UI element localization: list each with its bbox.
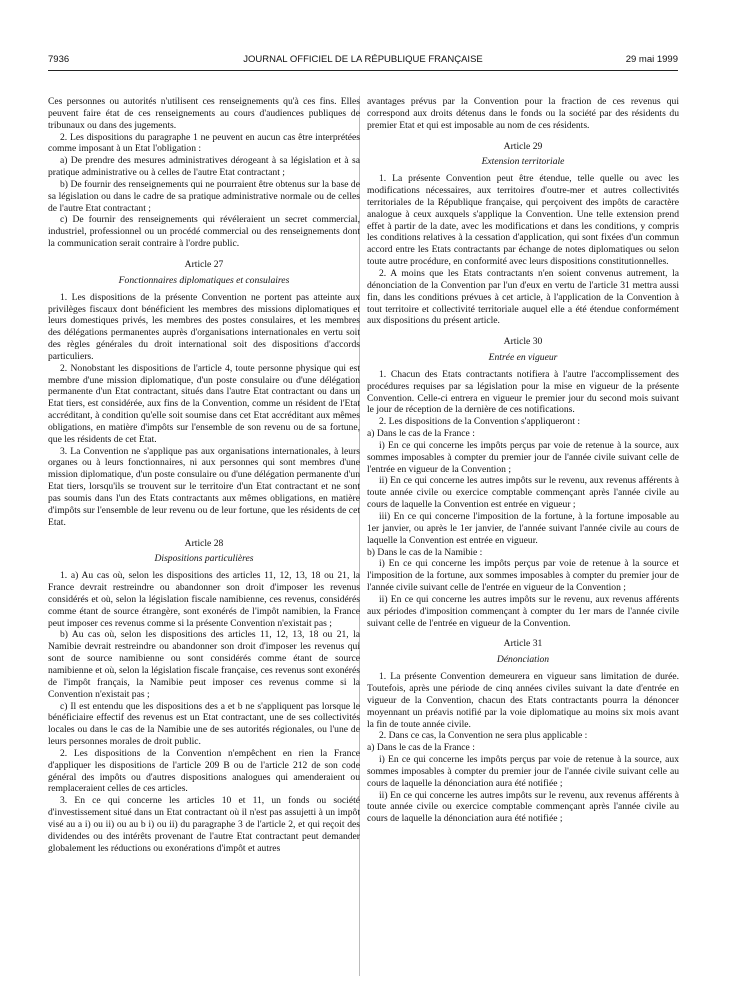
list-item: i) En ce qui concerne les impôts perçus par voie de retenue à la source, aux sommes imposables à compter du premier jour de l'année civile suivant celle au cours de laquelle la dénonciation aura été notifiée ; [367, 754, 679, 789]
paragraph: c) De fournir des renseignements qui révéleraient un secret commercial, industriel, professionnel ou un procédé commercial ou des renseignements dont la communication serait contraire à l'ordre public. [48, 214, 360, 250]
paragraph: 2. A moins que les Etats contractants n'en soient convenus autrement, la dénonciation de la Convention par l'un d'eux en vertu de l'article 31 mettra aussi fin, dans les conditions prévues à cet article, à l'application de la Convention à tout territoire et collectivité territoriale auquel elle a été étendue conformément aux dispositions du présent article. [367, 267, 679, 327]
list-item: i) En ce qui concerne les impôts perçus par voie de retenue à la source et l'imposition de la fortune, aux sommes imposables à compter du premier jour de l'année civile suivant celle de l'entrée en vigueur de la Convention ; [367, 558, 679, 594]
paragraph: b) Au cas où, selon les dispositions des articles 11, 12, 13, 18 ou 21, la Namibie devrait restreindre ou abandonner son droit d'imposer les revenus qui sont de source namibienne ou sont considérés comme étant de source namibienne et où, selon la législation fiscale française, ces revenus sont exonérés de l'impôt français, la Namibie peut imposer ces revenus comme si la Convention n'existait pas ; [48, 629, 360, 700]
article-heading: Article 28 [184, 537, 224, 549]
paragraph: 3. En ce qui concerne les articles 10 et 11, un fonds ou société d'investissement situé dans un Etat contractant où il n'est pas assujetti à un impôt visé au a i) ou ii) ou au b i) ou ii) du paragraphe 3 de l'article 2, et qui reçoit des dividendes ou des intérêts provenant de l'autre Etat contractant peut demander globalement les réductions ou exonérations d'impôt et autres [48, 795, 360, 854]
header-rule [48, 70, 678, 71]
article-title: Dispositions particulières [154, 553, 254, 565]
paragraph: 1. a) Au cas où, selon les dispositions des articles 11, 12, 13, 18 ou 21, la France devrait restreindre ou abandonner son droit d'imposer les revenus considérés et où, selon la législation fiscale namibienne, ces revenus, considérés comme étant de source étrangère, sont exonérés de l'impôt namibien, la France peut imposer ces revenus comme si la présente Convention n'existait pas ; [48, 570, 360, 629]
list-item: a) Dans le cas de la France : [367, 428, 475, 440]
paragraph: 2. Les dispositions de la Convention s'appliqueront : [379, 416, 581, 428]
left-column [48, 96, 360, 854]
list-item: b) Dans le cas de la Namibie : [367, 546, 483, 558]
page-header [48, 54, 678, 70]
paragraph: 1. Les dispositions de la présente Convention ne portent pas atteinte aux privilèges fiscaux dont bénéficient les membres des missions diplomatiques et leurs domestiques privés, les membres des postes consulaires, et les membres des délégations permanentes auprès d'organisations internationales en vertu soit des règles générales du droit international soit des dispositions d'accords particuliers. [48, 291, 360, 362]
paragraph: avantages prévus par la Convention pour la fraction de ces revenus qui correspond aux droits détenus dans le fonds ou la société par des résidents du premier Etat et qui est imposable au nom de ces résidents. [367, 96, 679, 131]
paragraph: b) De fournir des renseignements qui ne pourraient être obtenus sur la base de sa législation ou dans le cadre de sa pratique administrative normale ou de celles de l'autre Etat contractant ; [48, 178, 360, 214]
paragraph: 2. Les dispositions de la Convention n'empêchent en rien la France d'appliquer les dispositions de l'article 209 B ou de l'article 212 de son code général des impôts ou d'autres dispositions analogues qui amenderaient ou remplaceraient celles de ces articles. [48, 747, 360, 795]
right-column [367, 96, 679, 825]
article-heading: Article 27 [184, 258, 224, 270]
paragraph: 2. Dans ce cas, la Convention ne sera plus applicable : [379, 730, 588, 742]
paragraph: 3. La Convention ne s'applique pas aux organisations internationales, à leurs organes ou à leurs fonctionnaires, ni aux personnes qui sont membres d'une mission diplomatique, d'un poste consulaire ou d'une délégation permanente d'un Etat tiers, lorsqu'ils se trouvent sur le territoire d'un Etat contractant et ne sont pas soumis dans l'un des Etats contractants aux mêmes obligations, en matière d'impôts sur l'ensemble de leur revenu ou de leur fortune, que les résidents de cet Etat. [48, 445, 360, 528]
list-item: iii) En ce qui concerne l'imposition de la fortune, à la fortune imposable au 1er janvier, ou après le 1er janvier, de l'année suivant l'année civile au cours de laquelle la Convention est entrée en vigueur. [367, 511, 679, 546]
list-item: ii) En ce qui concerne les autres impôts sur le revenu, aux revenus afférents à toute année civile ou exercice comptable commençant après l'année civile au cours de laquelle la Convention est entrée en vigueur ; [367, 475, 679, 511]
list-item: ii) En ce qui concerne les autres impôts sur le revenu, aux revenus afférents à toute année civile ou exercice comptable commençant après l'année civile au cours de laquelle la dénonciation aura été notifiée ; [367, 789, 679, 825]
journal-title: JOURNAL OFFICIEL DE LA RÉPUBLIQUE FRANÇAISE [243, 54, 483, 65]
article-title: Dénonciation [496, 654, 550, 666]
paragraph: a) De prendre des mesures administratives dérogeant à sa législation et à sa pratique administrative ou à celles de l'autre Etat contractant ; [48, 155, 360, 179]
paragraph: 1. La présente Convention peut être étendue, telle quelle ou avec les modifications nécessaires, aux territoires d'outre-mer et autres collectivités territoriales de la République française, qui perçoivent des impôts de caractère analogue à ceux auxquels s'applique la Convention. Une telle extension prend effet à partir de la date, avec les modifications et dans les conditions, y compris les conditions relatives à la cessation d'application, qui sont fixées d'un commun accord entre les Etats contractants par échange de notes diplomatiques ou selon toute autre procédure, en conformité avec leurs dispositions constitutionnelles. [367, 173, 679, 268]
article-heading: Article 29 [503, 140, 543, 152]
article-title: Extension territoriale [481, 156, 565, 168]
list-item: i) En ce qui concerne les impôts perçus par voie de retenue à la source, aux sommes imposables à compter du premier jour de l'année civile suivant celle de l'entrée en vigueur de la Convention ; [367, 439, 679, 475]
article-title: Fonctionnaires diplomatiques et consulaires [118, 274, 290, 286]
paragraph: 1. La présente Convention demeurera en vigueur sans limitation de durée. Toutefois, après une période de cinq années civiles suivant la date d'entrée en vigueur de la Convention, chacun des Etats contractants pourra la dénoncer moyennant un préavis notifié par la voie diplomatique au moins six mois avant la fin de toute année civile. [367, 671, 679, 730]
page-number: 7936 [48, 54, 70, 65]
article-heading: Article 30 [503, 336, 543, 348]
list-item: ii) En ce qui concerne les autres impôts sur le revenu, aux revenus afférents aux périodes d'imposition commençant à compter du 1er mars de l'année civile suivant celle de l'entrée en vigueur de la Convention. [367, 593, 679, 629]
paragraph: c) Il est entendu que les dispositions des a et b ne s'appliquent pas lorsque le bénéficiaire effectif des revenus est un Etat contractant, une de ses collectivités locales ou dans le cas de la Namibie une de ses autorités régionales, ou l'une de leurs personnes morales de droit public. [48, 700, 360, 748]
paragraph: Ces personnes ou autorités n'utilisent ces renseignements qu'à ces fins. Elles peuvent faire état de ces renseignements au cours d'audiences publiques de tribunaux ou dans des jugements. [48, 96, 360, 131]
paragraph: 2. Les dispositions du paragraphe 1 ne peuvent en aucun cas être interprétées comme imposant à un Etat l'obligation : [48, 131, 360, 155]
list-item: a) Dans le cas de la France : [367, 742, 475, 754]
paragraph: 2. Nonobstant les dispositions de l'article 4, toute personne physique qui est membre d'une mission diplomatique, d'un poste consulaire ou d'une délégation permanente d'un Etat contractant, situés dans l'autre Etat contractant ou dans un Etat tiers, est considérée, aux fins de la Convention, comme un résident de l'Etat accréditant, à condition qu'elle soit soumise dans cet Etat accréditant aux mêmes obligations, en matière d'impôts sur l'ensemble de son revenu ou de sa fortune, que les résidents de cet Etat. [48, 362, 360, 445]
article-title: Entrée en vigueur [488, 352, 558, 364]
article-heading: Article 31 [503, 638, 543, 650]
paragraph: 1. Chacun des Etats contractants notifiera à l'autre l'accomplissement des procédures requises par sa législation pour la mise en vigueur de la présente Convention. Celle-ci entrera en vigueur le premier jour du second mois suivant le jour de réception de la dernière de ces notifications. [367, 368, 679, 416]
issue-date: 29 mai 1999 [625, 54, 678, 65]
